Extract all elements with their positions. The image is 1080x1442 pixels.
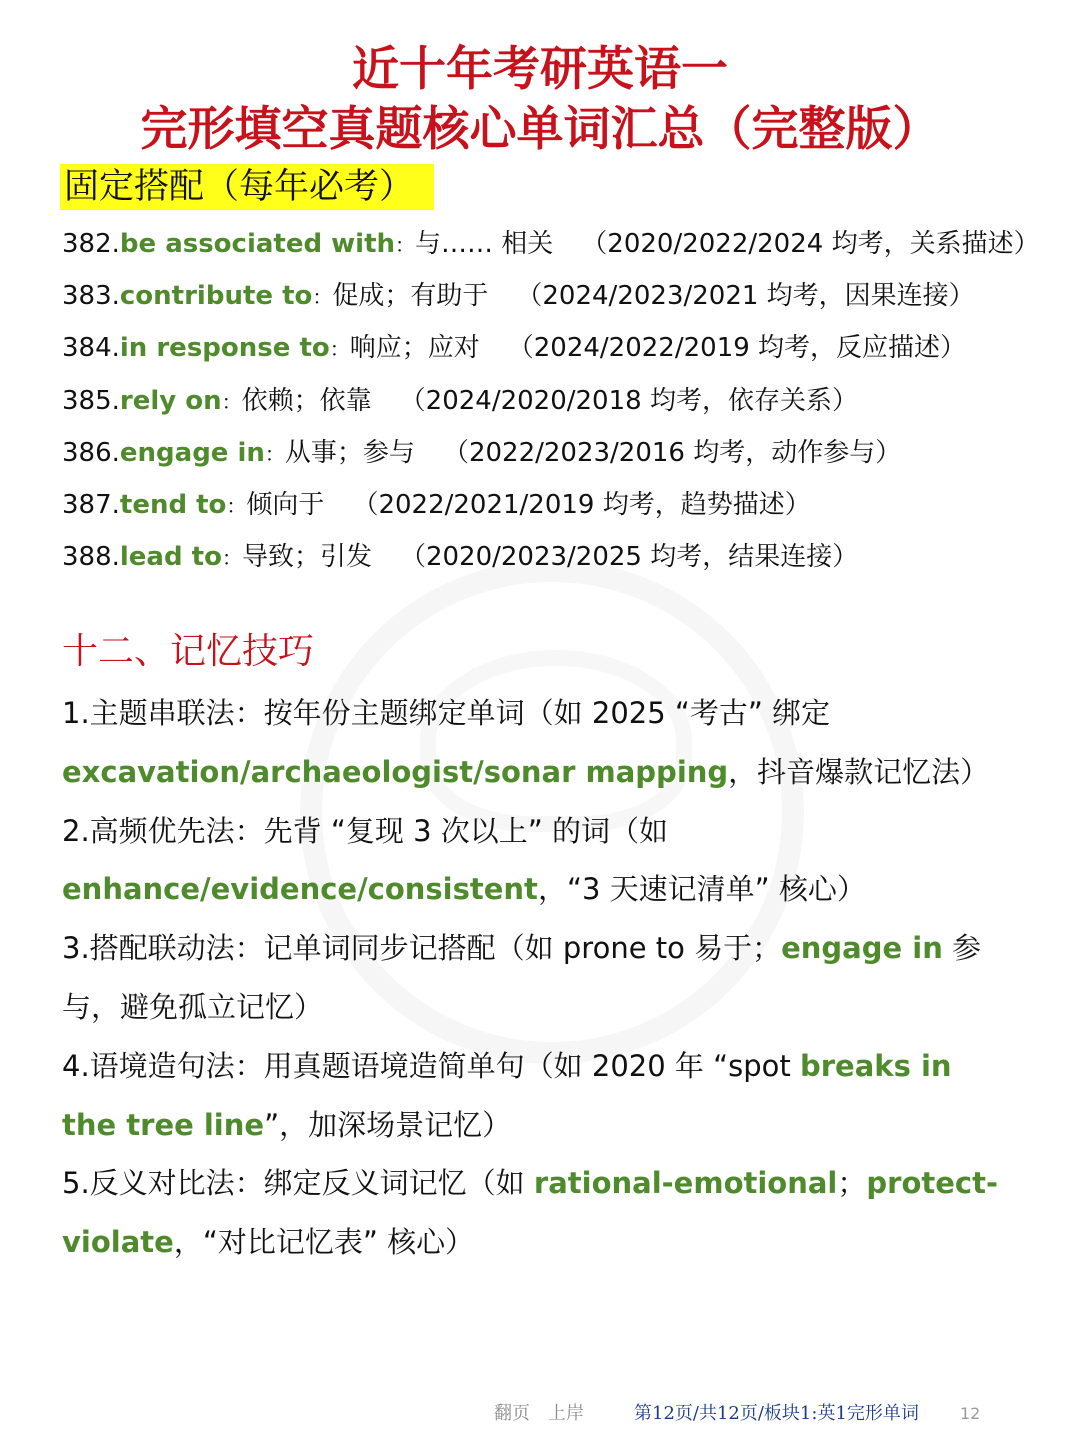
page-number: 12	[960, 1404, 981, 1423]
entry-meaning: 促成；有助于	[332, 281, 489, 312]
tip-text: 3.搭配联动法：记单词同步记搭配（如 prone to 易于；	[62, 931, 782, 966]
tip-text: ，“对比记忆表” 核心）	[173, 1225, 475, 1260]
entry-note: （2024/2023/2021 均考，因果连接）	[516, 281, 975, 312]
tip-text: ，抖音爆款记忆法）	[728, 754, 990, 789]
tip-line	[62, 1213, 1052, 1272]
section-label-highlight: 固定搭配（每年必考）	[60, 164, 434, 210]
tip-keyword: violate	[62, 1225, 174, 1260]
entry-colon: ：	[221, 389, 242, 414]
entry-phrase: engage in	[119, 437, 265, 468]
entry-colon: ：	[329, 337, 350, 362]
page-subtitle: 完形填空真题核心单词汇总（完整版）	[140, 102, 940, 157]
tip-line	[62, 1037, 1052, 1096]
tip-line	[62, 1096, 1052, 1155]
ashore-label: 上岸	[548, 1403, 584, 1424]
tip-text: 1.主题串联法：按年份主题绑定单词（如 2025 “考古” 绑定	[62, 696, 831, 730]
list-item	[62, 222, 1062, 274]
tip-keyword: protect-	[866, 1166, 998, 1201]
entry-phrase: rely on	[119, 385, 222, 416]
tip-text: 参	[942, 931, 982, 966]
list-item	[62, 535, 1062, 587]
entry-meaning: 导致；引发	[241, 542, 372, 573]
tip-keyword: breaks in	[800, 1048, 952, 1083]
tip-text: ；	[837, 1166, 867, 1201]
list-item	[62, 326, 1062, 378]
tip-line	[62, 684, 1052, 743]
entry-number: 384.	[62, 333, 120, 364]
list-item	[62, 274, 1062, 326]
entry-meaning: 响应；应对	[349, 333, 480, 364]
entry-phrase: lead to	[119, 542, 222, 573]
entry-note: （2024/2022/2019 均考，反应描述）	[507, 333, 967, 364]
entry-colon: ：	[395, 233, 416, 257]
entry-meaning: 与…… 相关	[415, 229, 554, 259]
tip-line	[62, 1154, 1052, 1213]
entry-number: 383.	[62, 281, 120, 312]
entry-number: 382.	[62, 229, 120, 259]
list-item	[62, 483, 1062, 535]
entry-note: （2024/2020/2018 均考，依存关系）	[399, 385, 858, 416]
tip-line	[62, 743, 1052, 802]
list-item	[62, 431, 1062, 483]
collocation-list	[62, 222, 1062, 587]
tip-text: 与，避免孤立记忆）	[62, 989, 324, 1024]
tip-text: 5.反义对比法：绑定反义词记忆（如	[62, 1166, 534, 1201]
entry-colon: ：	[264, 441, 285, 466]
entry-phrase: in response to	[119, 333, 330, 364]
tip-keyword: rational-emotional	[533, 1166, 838, 1201]
entry-phrase: contribute to	[119, 281, 313, 312]
tip-keyword: engage in	[781, 931, 943, 966]
flip-page-link[interactable]: 翻页	[494, 1403, 530, 1424]
entry-meaning: 从事；参与	[284, 437, 415, 468]
entry-phrase: be associated with	[119, 229, 396, 259]
entry-meaning: 依赖；依靠	[241, 385, 372, 416]
entry-note: （2020/2022/2024 均考，关系描述）	[581, 229, 1040, 259]
tip-keyword: excavation/archaeologist/sonar mapping	[62, 754, 729, 789]
tip-text: ”，加深场景记忆）	[264, 1107, 512, 1142]
entry-number: 387.	[62, 489, 120, 520]
tip-line	[62, 978, 1052, 1037]
entry-phrase: tend to	[119, 489, 227, 520]
entry-number: 388.	[62, 542, 120, 573]
section-heading: 十二、记忆技巧	[62, 631, 315, 672]
tip-text: ，“3 天速记清单” 核心）	[537, 872, 866, 907]
tip-keyword: enhance/evidence/consistent	[62, 872, 538, 907]
tip-text: 2.高频优先法：先背 “复现 3 次以上” 的词（如	[62, 813, 669, 848]
list-item	[62, 379, 1062, 431]
entry-number: 386.	[62, 437, 120, 468]
tip-line	[62, 802, 1052, 861]
tip-keyword: the tree line	[62, 1107, 265, 1142]
entry-meaning: 倾向于	[246, 489, 325, 520]
page-info: 第12页/共12页/板块1:英1完形单词	[634, 1403, 919, 1424]
entry-number: 385.	[62, 385, 120, 416]
entry-colon: ：	[312, 285, 333, 310]
page-title: 近十年考研英语一	[352, 42, 728, 97]
entry-colon: ：	[221, 546, 242, 571]
entry-colon: ：	[226, 493, 247, 518]
entry-note: （2022/2021/2019 均考，趋势描述）	[352, 489, 811, 520]
memory-tips	[62, 684, 1052, 1272]
tip-line	[62, 919, 1052, 978]
tip-text: 4.语境造句法：用真题语境造简单句（如 2020 年 “spot	[62, 1048, 800, 1083]
entry-note: （2022/2023/2016 均考，动作参与）	[442, 437, 902, 468]
tip-line	[62, 860, 1052, 919]
entry-note: （2020/2023/2025 均考，结果连接）	[399, 542, 859, 573]
